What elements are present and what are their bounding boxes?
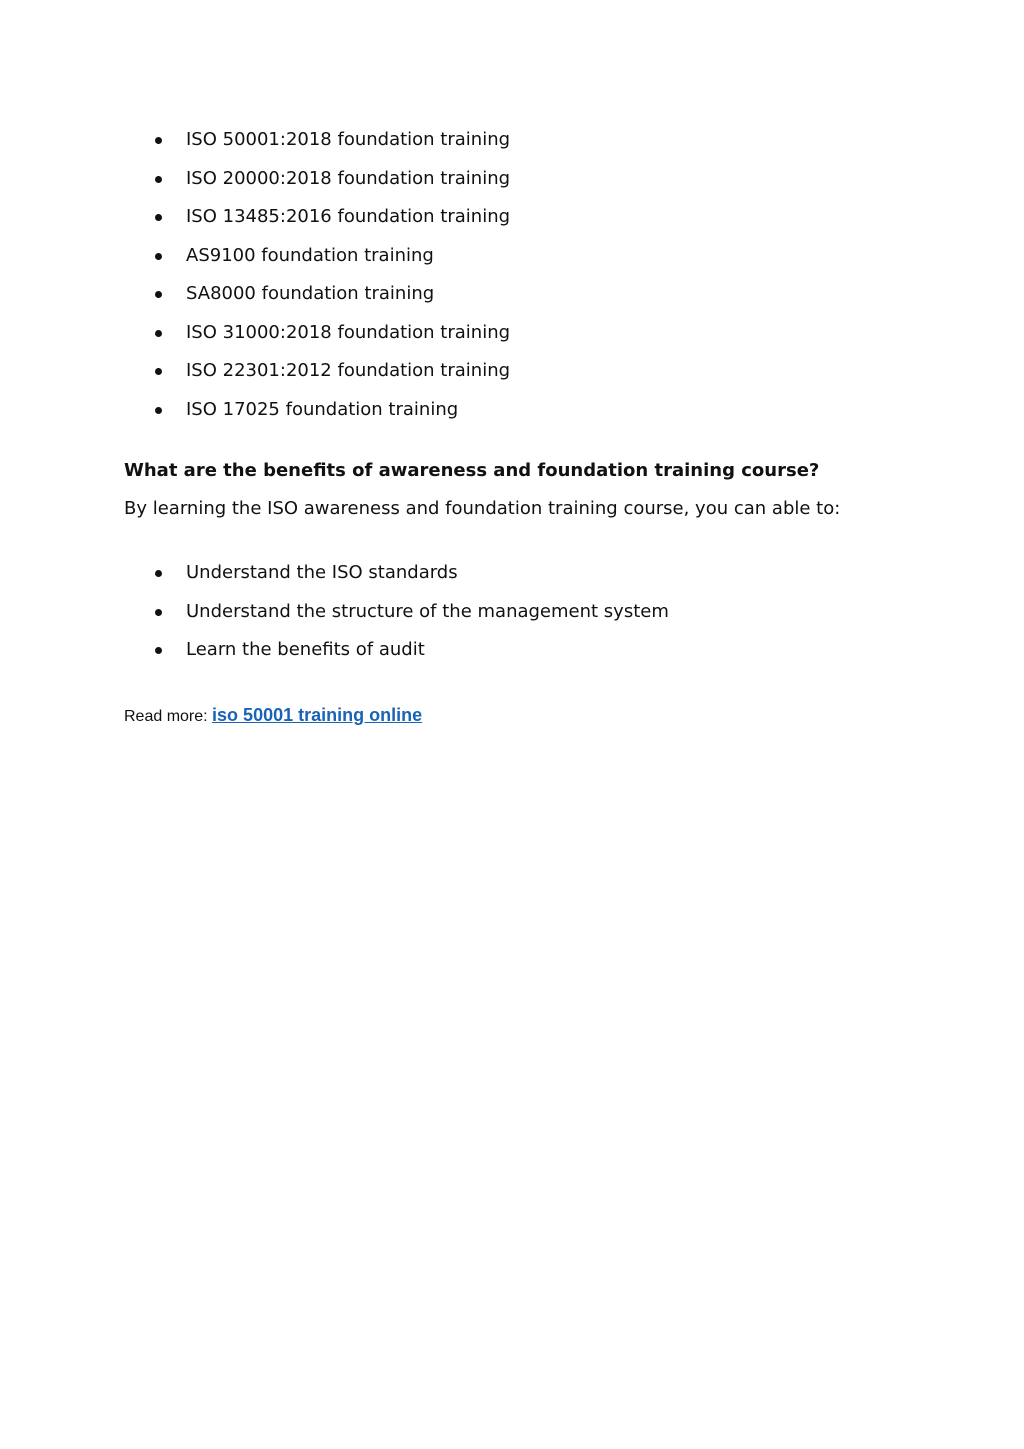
list-item	[124, 169, 510, 208]
list-item-text: ISO 50001:2018 foundation training	[186, 129, 511, 150]
section-intro: By learning the ISO awareness and foundation training course, you can able to:	[124, 498, 841, 519]
training-course-list	[124, 130, 510, 438]
bullet-icon	[155, 214, 162, 221]
list-item	[124, 207, 510, 246]
list-item	[124, 400, 510, 439]
bullet-icon	[155, 291, 162, 298]
read-more-label: Read more:	[124, 708, 213, 725]
list-item	[124, 130, 510, 169]
list-item	[124, 602, 669, 641]
list-item-text: AS9100 foundation training	[186, 244, 434, 266]
list-item	[124, 284, 510, 323]
list-item-text: Understand the ISO standards	[186, 562, 458, 583]
list-item	[124, 246, 510, 285]
list-item-text: ISO 13485:2016 foundation training	[186, 206, 511, 227]
bullet-icon	[155, 407, 162, 414]
bullet-icon	[155, 368, 162, 375]
list-item	[124, 640, 669, 679]
list-item-text: ISO 31000:2018 foundation training	[186, 321, 511, 343]
list-item-text: Understand the structure of the management system	[186, 600, 669, 622]
read-more-line	[124, 704, 422, 728]
read-more-link[interactable]: iso 50001 training online	[212, 705, 423, 725]
benefits-list	[124, 563, 669, 679]
bullet-icon	[155, 609, 162, 616]
list-item-text: ISO 17025 foundation training	[186, 398, 459, 420]
bullet-icon	[155, 647, 162, 654]
list-item	[124, 323, 510, 362]
list-item-text: SA8000 foundation training	[186, 283, 435, 304]
list-item-text: Learn the benefits of audit	[186, 639, 425, 660]
list-item	[124, 361, 510, 400]
list-item-text: ISO 22301:2012 foundation training	[186, 360, 511, 381]
bullet-icon	[155, 137, 162, 144]
section-heading: What are the benefits of awareness and foundation training course?	[124, 460, 820, 481]
bullet-icon	[155, 253, 162, 260]
bullet-icon	[155, 176, 162, 183]
list-item-text: ISO 20000:2018 foundation training	[186, 167, 511, 189]
bullet-icon	[155, 330, 162, 337]
list-item	[124, 563, 669, 602]
bullet-icon	[155, 570, 162, 577]
